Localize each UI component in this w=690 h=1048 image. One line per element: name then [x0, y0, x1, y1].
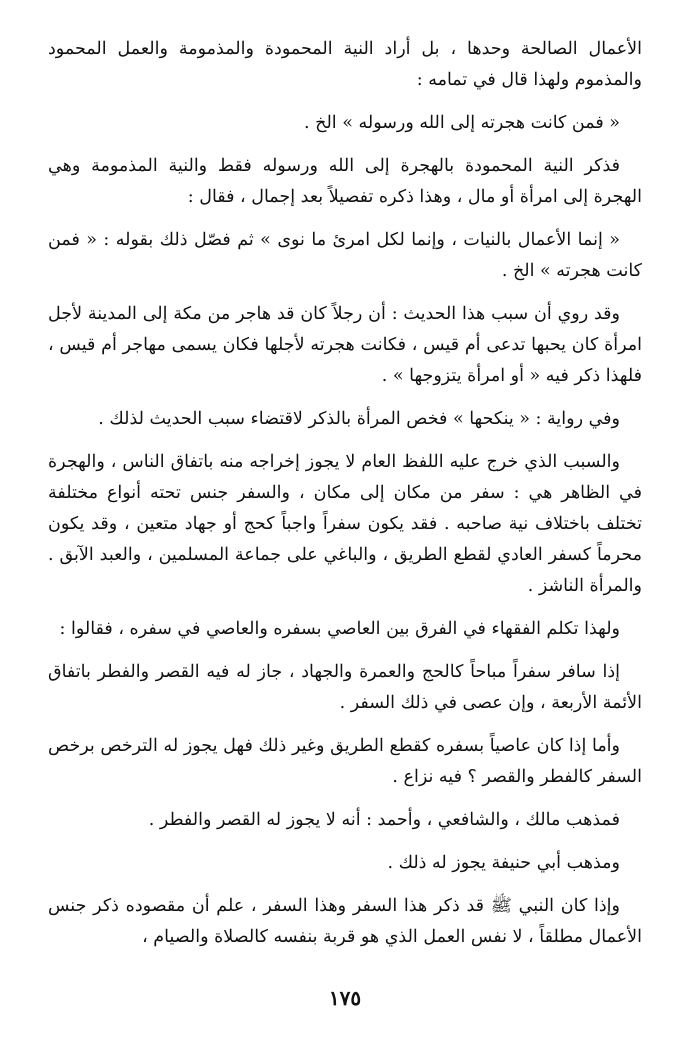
paragraph: وقد روي أن سبب هذا الحديث : أن رجلاً كان قد هاجر من مكة إلى المدينة لأجل امرأة كان يحبها تدعى أم قيس ، فكانت هجرته لأجلها فكان يسمى مهاجر أم قيس ، فلهذا ذكر فيه « أو امرأة يتزوجها » .: [48, 304, 642, 386]
paragraph: وإذا كان النبي ﷺ قد ذكر هذا السفر وهذا السفر ، علم أن مقصوده ذكر جنس الأعمال مطلقاً ، لا نفس العمل الذي هو قربة بنفسه كالصلاة والصيام ،: [48, 896, 642, 947]
paragraph: الأعمال الصالحة وحدها ، بل أراد النية المحمودة والمذمومة والعمل المحمود والمذموم ولهذا قال في تمامه :: [48, 39, 642, 90]
paragraph: ولهذا تكلم الفقهاء في الفرق بين العاصي بسفره والعاصي في سفره ، فقالوا :: [59, 619, 620, 639]
page-number: ١٧٥: [328, 986, 362, 1010]
paragraph: فمذهب مالك ، والشافعي ، وأحمد : أنه لا يجوز له القصر والفطر .: [148, 810, 620, 830]
paragraph: وفي رواية : « ينكحها » فخص المرأة بالذكر لاقتضاء سبب الحديث لذلك .: [98, 409, 620, 429]
paragraph: وأما إذا كان عاصياً بسفره كقطع الطريق وغير ذلك فهل يجوز له الترخص برخص السفر كالفطر والقصر ؟ فيه نزاع .: [48, 736, 642, 787]
page-body: [48, 34, 642, 965]
paragraph: فذكر النية المحمودة بالهجرة إلى الله ورسوله فقط والنية المذمومة وهي الهجرة إلى امرأة أو مال ، وهذا ذكره تفصيلاً بعد إجمال ، فقال :: [48, 156, 642, 207]
paragraph: « إنما الأعمال بالنيات ، وإنما لكل امرئ ما نوى » ثم فصّل ذلك بقوله : « فمن كانت هجرته » الخ .: [48, 230, 642, 281]
paragraph: والسبب الذي خرج عليه اللفظ العام لا يجوز إخراجه منه باتفاق الناس ، والهجرة في الظاهر هي : سفر من مكان إلى مكان ، والسفر جنس تحته أنواع مختلفة تختلف باختلاف نية صاحبه . فقد يكون سفراً واجباً كحج أو جهاد متعين ، وقد يكون محرماً كسفر العادي لقطع الطريق ، والباغي على جماعة المسلمين ، والعبد الآبق . والمرأة الناشز .: [48, 452, 642, 596]
paragraph: ومذهب أبي حنيفة يجوز له ذلك .: [387, 853, 620, 873]
paragraph: « فمن كانت هجرته إلى الله ورسوله » الخ .: [304, 113, 620, 133]
paragraph: إذا سافر سفراً مباحاً كالحج والعمرة والجهاد ، جاز له فيه القصر والفطر باتفاق الأئمة الأربعة ، وإن عصى في ذلك السفر .: [48, 662, 642, 713]
